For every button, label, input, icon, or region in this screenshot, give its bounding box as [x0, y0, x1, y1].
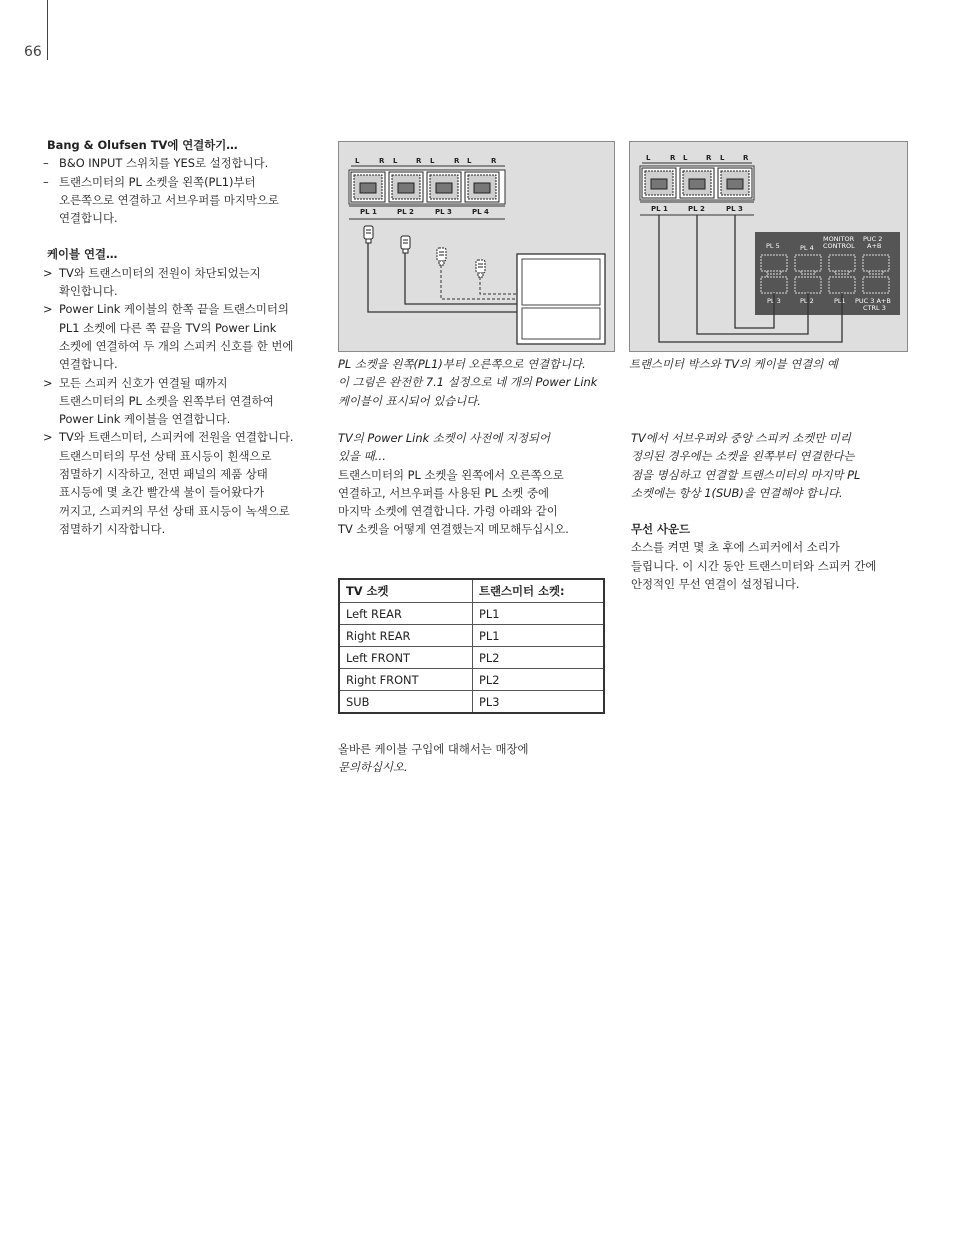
plug-icon [364, 226, 373, 243]
caption-line: 트랜스미터 박스와 TV의 케이블 연결의 예 [629, 357, 838, 371]
left-column [43, 136, 332, 538]
step-line: 트랜스미터의 무선 상태 표시등이 흰색으로 [59, 448, 272, 463]
tv-socket-label: A+B [867, 242, 882, 250]
body-line: TV 소켓을 어떻게 연결했는지 메모해두십시오. [338, 522, 569, 537]
note-line: TV에서 서브우퍼와 중앙 스피커 소켓만 미리 [631, 431, 851, 445]
step-line: TV와 트랜스미터, 스피커에 전원을 연결합니다. [59, 430, 294, 445]
body-line: 트랜스미터의 PL 소켓을 왼쪽에서 오른쪽으로 [338, 467, 564, 482]
table-cell: PL1 [473, 603, 605, 625]
lr-label: L [467, 157, 472, 165]
lr-label: L [393, 157, 398, 165]
table-cell: Left FRONT [339, 647, 473, 669]
tv-socket-label: CONTROL [823, 242, 855, 250]
tv-socket-label: MONITOR [823, 235, 855, 243]
tv-socket-label: PL 3 [767, 297, 781, 305]
figure-transmitter-diagram [339, 142, 616, 353]
step-line: 표시등에 몇 초간 빨간색 불이 들어왔다가 [59, 485, 265, 500]
figure1-caption [338, 355, 623, 410]
pl-port-label: PL 3 [435, 208, 452, 216]
plug-icon [476, 260, 485, 277]
step-item [43, 264, 332, 301]
middle-column [338, 429, 618, 539]
figure-transmitter-to-tv-sockets [629, 141, 908, 352]
body-line: 마지막 소켓에 연결합니다. 가령 아래와 같이 [338, 504, 558, 519]
tv-socket-label: PL 5 [766, 242, 780, 250]
step-line: 확인합니다. [59, 284, 118, 299]
table-header: TV 소켓 [339, 579, 473, 603]
step-marker: > [43, 302, 53, 317]
step-line: 소켓에 연결하여 두 개의 스피커 신호를 한 번에 [59, 338, 294, 353]
table-cell: SUB [339, 691, 473, 714]
step-line: Power Link 케이블을 연결합니다. [59, 412, 231, 427]
table-row [339, 647, 604, 669]
pl-socket [427, 172, 461, 202]
dash-line: 트랜스미터의 PL 소켓을 왼쪽(PL1)부터 [59, 174, 256, 189]
table-header: 트랜스미터 소켓: [473, 579, 605, 603]
step-line: 연결합니다. [59, 357, 118, 372]
lr-label: R [743, 154, 749, 162]
table-header-row [339, 579, 604, 603]
table-cell: PL2 [473, 647, 605, 669]
figure2-caption [629, 355, 914, 373]
lr-label: R [491, 157, 497, 165]
table-cell: PL3 [473, 691, 605, 714]
lr-label: L [683, 154, 688, 162]
plug-icon [401, 236, 410, 253]
tv-screen [522, 259, 600, 305]
table-row [339, 691, 604, 714]
caption-line: 이 그림은 완전한 7.1 설정으로 네 개의 Power Link [338, 375, 598, 390]
step-line: 점멸하기 시작하고, 전면 패널의 제품 상태 [59, 467, 268, 482]
table-row [339, 625, 604, 647]
body-line: 안정적인 무선 연결이 설정됩니다. [631, 577, 800, 592]
pl-port-label: PL 3 [726, 205, 743, 213]
step-line: TV와 트랜스미터의 전원이 차단되었는지 [59, 265, 261, 280]
table-row [339, 669, 604, 691]
pl-socket [389, 172, 423, 202]
pl-socket [680, 168, 714, 198]
caption-line: 케이블이 표시되어 있습니다. [338, 393, 481, 408]
step-line: 모든 스피커 신호가 연결될 때까지 [59, 375, 228, 390]
dash-line: 오른쪽으로 연결하고 서브우퍼를 마지막으로 [59, 192, 279, 207]
tv-panel [522, 308, 600, 339]
tv-socket-label: PL1 [834, 297, 846, 305]
tv-socket-label: PUC 3 A+B [855, 297, 891, 305]
middle-note [338, 740, 618, 777]
table-row [339, 603, 604, 625]
figure-transmitter-to-tv-pl [338, 141, 615, 352]
heading-cable-connect: 케이블 연결… [47, 247, 118, 262]
table-cell: Right REAR [339, 625, 473, 647]
pl-socket [642, 168, 676, 198]
lr-label: L [646, 154, 651, 162]
table-cell: PL2 [473, 669, 605, 691]
step-item [43, 300, 332, 373]
note-line: 정의된 경우에는 소켓을 왼쪽부터 연결한다는 [631, 449, 855, 464]
dash-marker: – [43, 156, 49, 171]
heading-wireless-sound: 무선 사운드 [631, 522, 690, 537]
heading-preassigned-line: TV의 Power Link 소켓이 사전에 지정되어 [338, 431, 551, 445]
note-line: 올바른 케이블 구입에 대해서는 매장에 [338, 742, 529, 756]
right-column [631, 429, 916, 593]
dash-item [43, 173, 332, 228]
pl-socket [465, 172, 499, 202]
dash-marker: – [43, 174, 49, 189]
lr-label: R [416, 157, 422, 165]
pl-port-label: PL 4 [472, 208, 489, 216]
tv-socket-label: PL 2 [800, 297, 814, 305]
lr-label: R [706, 154, 712, 162]
step-marker: > [43, 375, 53, 390]
table-cell: Right FRONT [339, 669, 473, 691]
step-line: Power Link 케이블의 한쪽 끝을 트랜스미터의 [59, 302, 289, 317]
body-line: 들립니다. 이 시간 동안 트랜스미터와 스피커 간에 [631, 558, 877, 573]
page-number-rule [47, 0, 48, 60]
lr-label: L [355, 157, 360, 165]
pl-cable-dashed [480, 277, 517, 294]
page-number: 66 [24, 44, 42, 60]
plug-icon [437, 248, 446, 265]
heading-bo-tv-connect: Bang & Olufsen TV에 연결하기… [47, 138, 238, 152]
table-cell: Left REAR [339, 603, 473, 625]
step-marker: > [43, 430, 53, 445]
figure-tv-socket-diagram [630, 142, 909, 353]
body-line: 연결하고, 서브우퍼를 사용된 PL 소켓 중에 [338, 485, 549, 500]
lr-label: R [670, 154, 676, 162]
lr-label: R [379, 157, 385, 165]
socket-mapping-table [338, 578, 605, 714]
lr-label: R [454, 157, 460, 165]
step-item [43, 374, 332, 429]
step-item [43, 428, 332, 538]
step-marker: > [43, 265, 53, 280]
pl-port-label: PL 2 [397, 208, 414, 216]
step-line: 점멸하기 시작합니다. [59, 521, 166, 536]
pl-cable-solid [405, 253, 517, 304]
tv-socket-label: PUC 2 [863, 235, 883, 243]
caption-line: PL 소켓을 왼쪽(PL1)부터 오른쪽으로 연결합니다. [338, 357, 586, 371]
lr-label: L [720, 154, 725, 162]
table-cell: PL1 [473, 625, 605, 647]
dash-line: 연결합니다. [59, 211, 118, 226]
step-line: PL1 소켓에 다른 쪽 끝을 TV의 Power Link [59, 320, 277, 335]
lr-label: L [430, 157, 435, 165]
step-line: 꺼지고, 스피커의 무선 상태 표시등이 녹색으로 [59, 503, 290, 518]
dash-item [43, 154, 332, 172]
dash-text: B&O INPUT 스위치를 YES로 설정합니다. [59, 156, 269, 171]
pl-port-label: PL 1 [651, 205, 668, 213]
pl-port-label: PL 2 [688, 205, 705, 213]
note-line: 점을 명심하고 연결할 트랜스미터의 마지막 PL [631, 467, 861, 482]
tv-socket-label: PL 4 [800, 244, 814, 252]
tv-socket-label: CTRL 3 [863, 304, 886, 312]
pl-socket [718, 168, 752, 198]
note-line: 소켓에는 항상 1(SUB)을 연결해야 합니다. [631, 485, 843, 500]
body-line: 소스를 켜면 몇 초 후에 스피커에서 소리가 [631, 540, 840, 555]
note-line: 문의하십시오. [338, 760, 408, 775]
step-line: 트랜스미터의 PL 소켓을 왼쪽부터 연결하여 [59, 393, 274, 408]
pl-port-label: PL 1 [360, 208, 377, 216]
heading-preassigned-line: 있을 때… [338, 449, 387, 464]
pl-socket [351, 172, 385, 202]
